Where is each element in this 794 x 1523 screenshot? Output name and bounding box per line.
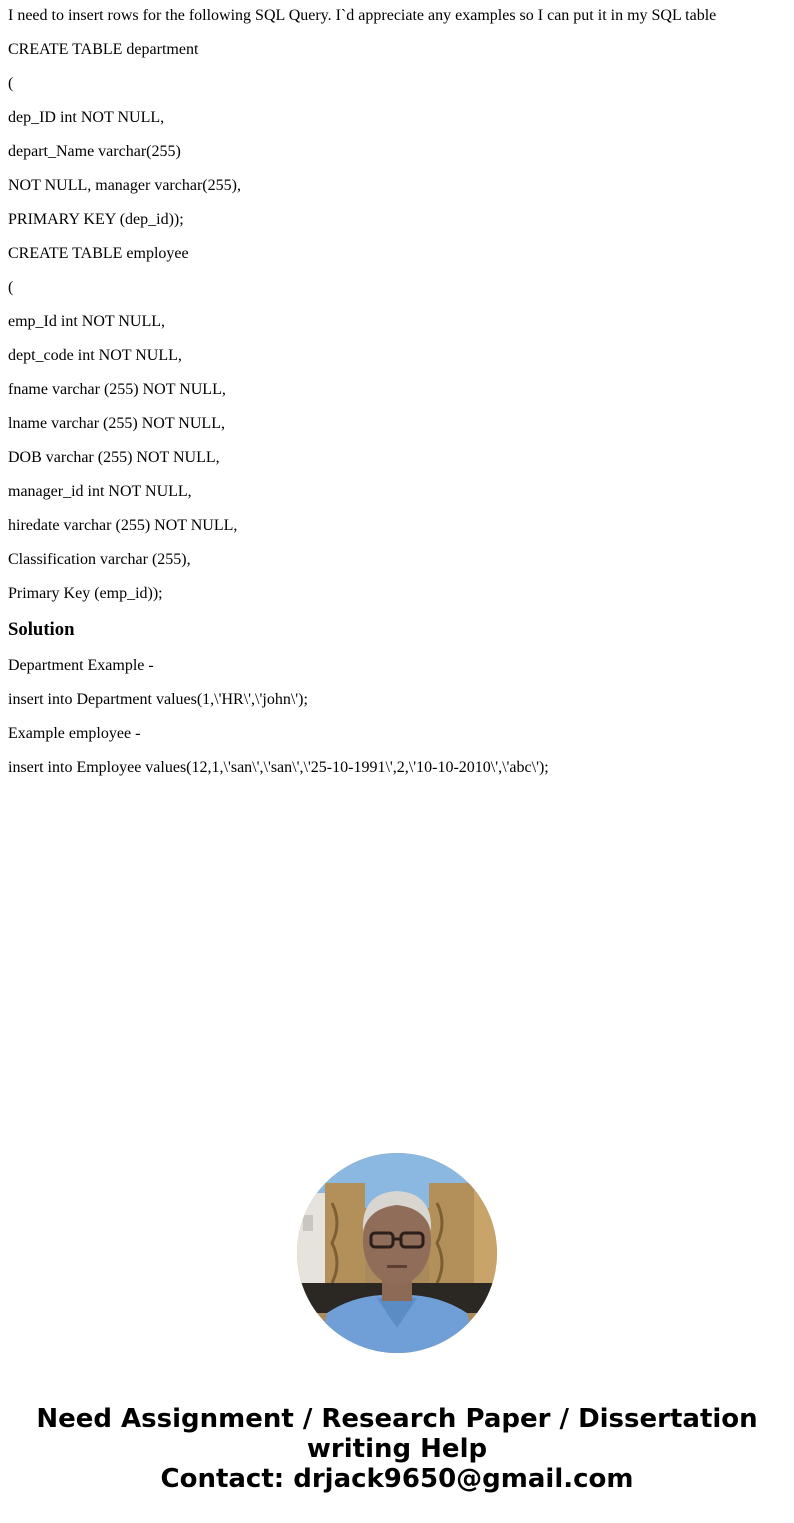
- question-line: manager_id int NOT NULL,: [8, 483, 192, 500]
- question-line: lname varchar (255) NOT NULL,: [8, 415, 225, 432]
- question-line: NOT NULL, manager varchar(255),: [8, 177, 241, 194]
- question-line: (: [8, 279, 14, 296]
- solution-section: [8, 657, 788, 777]
- question-line: fname varchar (255) NOT NULL,: [8, 381, 226, 398]
- solution-line: Department Example -: [8, 657, 154, 674]
- solution-line: insert into Department values(1,\'HR\',\'john\');: [8, 691, 308, 708]
- promo-contact: Contact: drjack9650@gmail.com: [160, 1464, 634, 1494]
- question-line: I need to insert rows for the following SQL Query. I`d appreciate any examples so I can put it in my SQL table: [8, 7, 717, 24]
- document-body: [8, 0, 788, 777]
- question-line: Classification varchar (255),: [8, 551, 191, 568]
- solution-heading: Solution: [8, 619, 75, 640]
- question-line: depart_Name varchar(255): [8, 143, 181, 160]
- question-line: CREATE TABLE employee: [8, 245, 189, 262]
- promo-line-2: writing Help: [306, 1434, 488, 1464]
- solution-line: insert into Employee values(12,1,\'san\',\'san\',\'25-10-1991\',2,\'10-10-2010\',\'abc\');: [8, 759, 549, 776]
- question-line: PRIMARY KEY (dep_id));: [8, 211, 184, 228]
- question-line: DOB varchar (255) NOT NULL,: [8, 449, 220, 466]
- question-section: [8, 7, 788, 603]
- question-line: Primary Key (emp_id));: [8, 585, 163, 602]
- author-avatar: [297, 1153, 497, 1353]
- solution-line: Example employee -: [8, 725, 141, 742]
- question-line: emp_Id int NOT NULL,: [8, 313, 166, 330]
- promo-line-1: Need Assignment / Research Paper / Dissertation: [36, 1404, 758, 1434]
- promo-banner: [0, 1404, 794, 1494]
- question-line: dept_code int NOT NULL,: [8, 347, 182, 364]
- question-line: CREATE TABLE department: [8, 41, 199, 58]
- question-line: (: [8, 75, 14, 92]
- question-line: dep_ID int NOT NULL,: [8, 109, 165, 126]
- question-line: hiredate varchar (255) NOT NULL,: [8, 517, 238, 534]
